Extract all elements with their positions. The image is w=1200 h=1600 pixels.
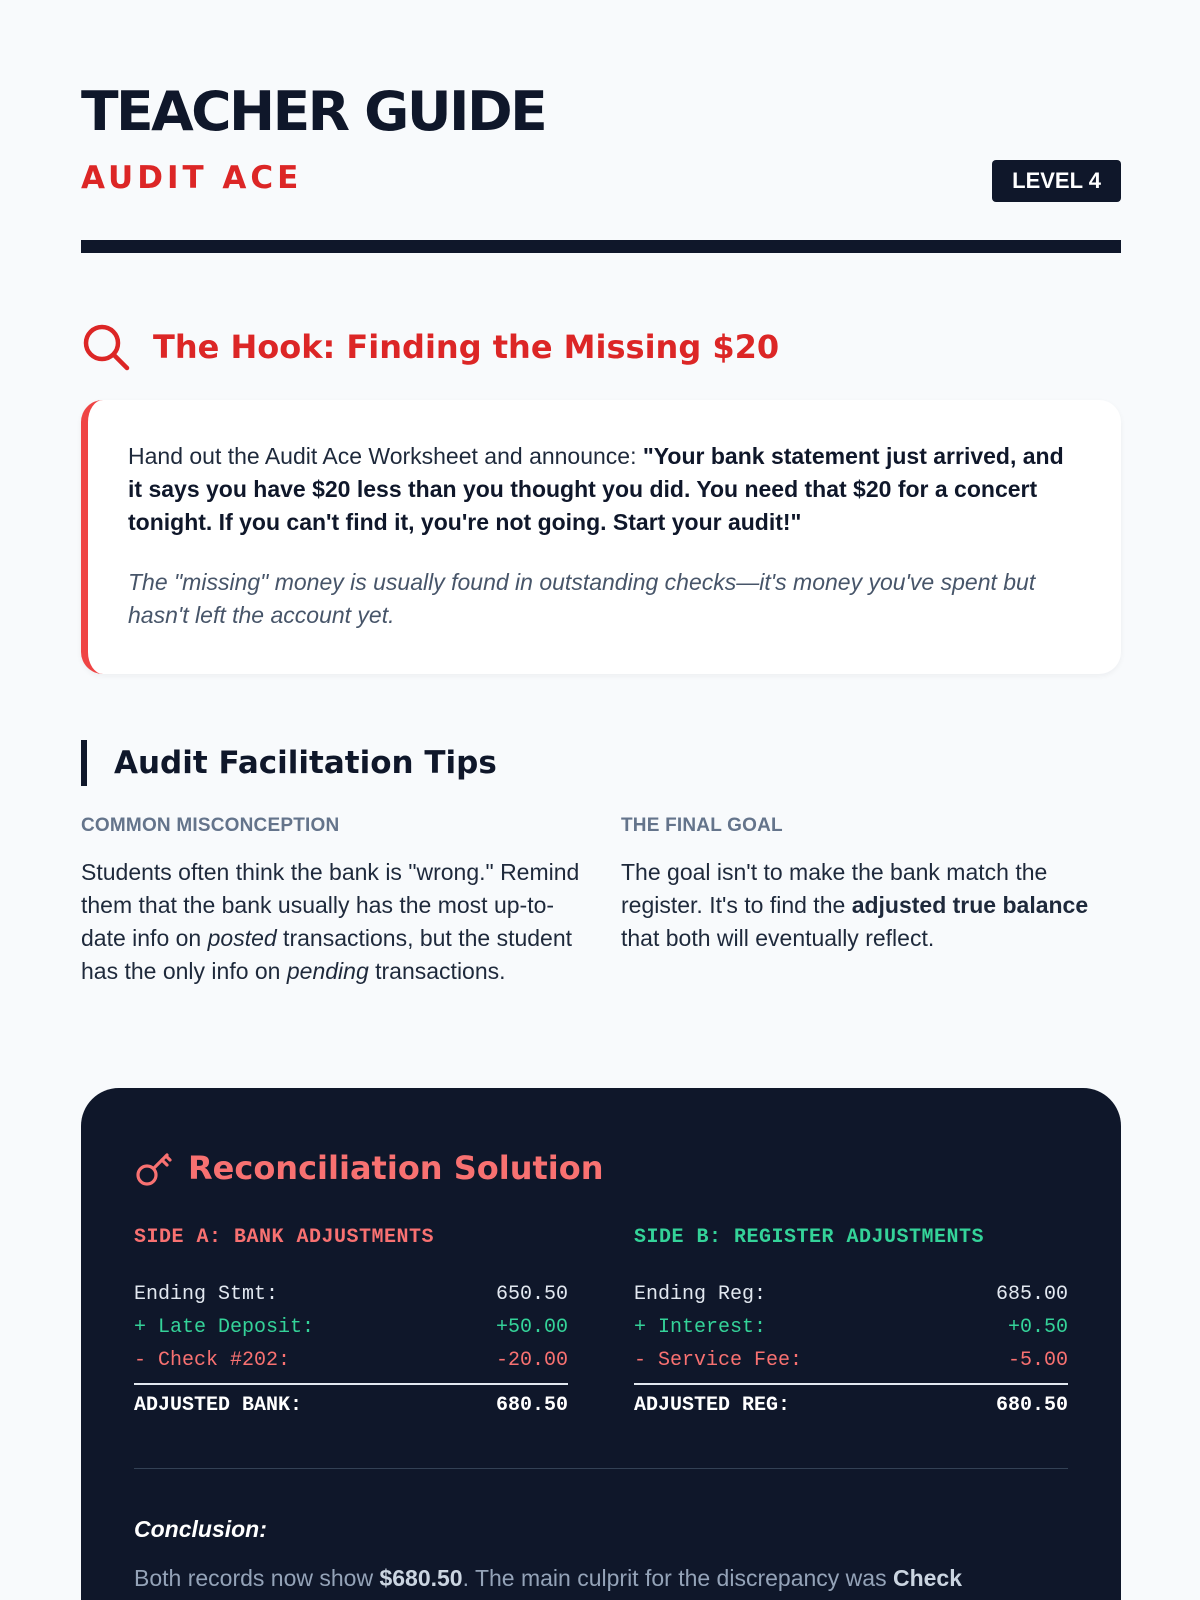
side-a-bank xyxy=(134,1226,568,1422)
key-icon xyxy=(134,1148,174,1188)
side-b-rows xyxy=(634,1278,1068,1422)
solution-card xyxy=(81,1088,1121,1600)
total-label: ADJUSTED REG: xyxy=(634,1394,791,1417)
row-value: +50.00 xyxy=(495,1316,568,1339)
hook-body xyxy=(128,440,1081,539)
solution-title: Reconciliation Solution xyxy=(188,1149,604,1187)
tips-heading: Audit Facilitation Tips xyxy=(81,740,497,786)
solution-divider xyxy=(134,1468,1068,1469)
tip-text-strong: adjusted true balance xyxy=(851,892,1089,918)
tip-misconception xyxy=(81,814,581,988)
table-row xyxy=(134,1311,568,1344)
row-value: +0.50 xyxy=(1007,1316,1068,1339)
conclusion-part: Both records now show xyxy=(134,1565,380,1591)
side-b-total-row xyxy=(634,1383,1068,1422)
hook-body-quote: "Your bank statement just arrived, and it says you have $20 less than you thought you did. You need that $20 for a concert tonight. If you can't find it, you're not going. Start your audit!" xyxy=(128,443,1064,535)
level-badge: LEVEL 4 xyxy=(992,160,1121,202)
tip-misconception-label: COMMON MISCONCEPTION xyxy=(81,815,340,836)
search-icon xyxy=(81,322,131,372)
total-value: 680.50 xyxy=(495,1394,568,1417)
row-label: Ending Stmt: xyxy=(134,1283,279,1306)
side-b-register xyxy=(634,1226,1068,1422)
hook-body-intro: Hand out the Audit Ace Worksheet and announce: xyxy=(128,443,643,469)
table-row xyxy=(134,1278,568,1311)
header-divider xyxy=(81,240,1121,253)
table-row xyxy=(634,1344,1068,1377)
conclusion-part: . The main culprit for the discrepancy was xyxy=(462,1565,893,1591)
conclusion-text xyxy=(134,1562,1068,1595)
conclusion-amount: $680.50 xyxy=(379,1565,463,1591)
tip-text-part: transactions. xyxy=(368,958,506,984)
side-a-total-row xyxy=(134,1383,568,1422)
tip-misconception-text xyxy=(81,856,581,988)
row-label: Ending Reg: xyxy=(634,1283,767,1306)
hook-heading xyxy=(81,322,779,372)
conclusion-culprit: Check xyxy=(892,1565,963,1591)
row-label: - Check #202: xyxy=(134,1349,291,1372)
tip-text-emphasis: pending xyxy=(286,958,369,984)
tip-final-goal xyxy=(621,814,1121,955)
row-label: + Late Deposit: xyxy=(134,1316,315,1339)
row-value: -20.00 xyxy=(495,1349,568,1372)
side-a-rows xyxy=(134,1278,568,1422)
total-label: ADJUSTED BANK: xyxy=(134,1394,303,1417)
tip-text-emphasis: posted xyxy=(207,925,277,951)
page-title: TEACHER GUIDE xyxy=(81,80,546,143)
hook-card xyxy=(81,400,1121,674)
row-value: 650.50 xyxy=(495,1283,568,1306)
row-value: -5.00 xyxy=(1007,1349,1068,1372)
conclusion-label: Conclusion: xyxy=(134,1516,267,1542)
page-subtitle: AUDIT ACE xyxy=(81,160,303,196)
side-a-label: SIDE A: BANK ADJUSTMENTS xyxy=(134,1226,435,1249)
row-value: 685.00 xyxy=(995,1283,1068,1306)
tip-text-part: Students often think the bank is "wrong." Remind them that the bank usually has the most up-to-date info on xyxy=(81,859,580,951)
hook-note: The "missing" money is usually found in outstanding checks—it's money you've spent but hasn't left the account yet. xyxy=(128,569,1036,628)
tip-goal-label: THE FINAL GOAL xyxy=(621,815,783,836)
total-value: 680.50 xyxy=(995,1394,1068,1417)
table-row xyxy=(134,1344,568,1377)
tip-text-part: The goal isn't to make the bank match the register. It's to find the xyxy=(621,859,1048,918)
table-row xyxy=(634,1311,1068,1344)
table-row xyxy=(634,1278,1068,1311)
solution-heading xyxy=(134,1144,604,1192)
tip-text-part: that both will eventually reflect. xyxy=(621,925,935,951)
tip-text-part: transactions, but the student has the only info on xyxy=(81,925,573,984)
row-label: - Service Fee: xyxy=(634,1349,803,1372)
tip-goal-text xyxy=(621,856,1121,955)
hook-title: The Hook: Finding the Missing $20 xyxy=(153,328,780,366)
row-label: + Interest: xyxy=(634,1316,767,1339)
side-b-label: SIDE B: REGISTER ADJUSTMENTS xyxy=(634,1226,985,1249)
